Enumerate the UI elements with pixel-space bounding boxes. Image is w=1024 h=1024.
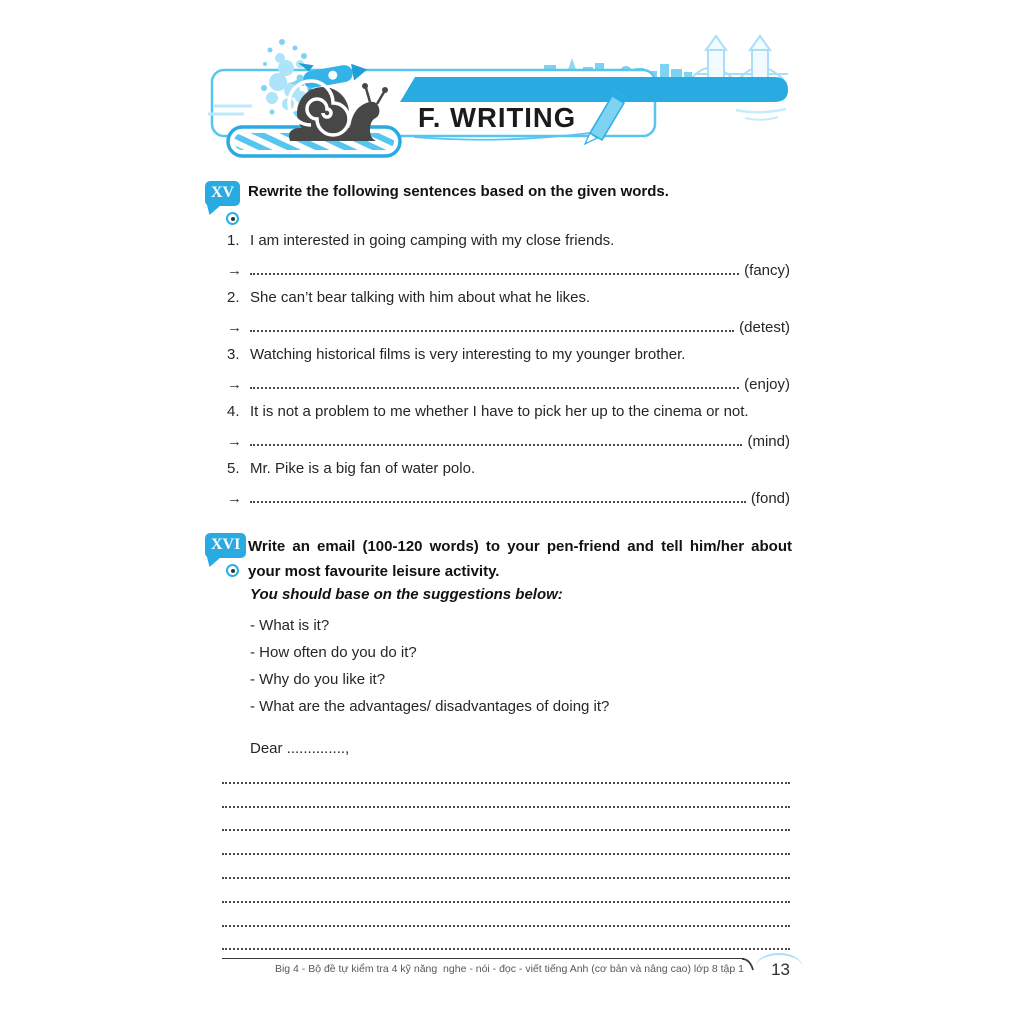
answer-dotted-line	[250, 501, 746, 503]
exercise-xv-instruction: Rewrite the following sentences based on the given words.	[248, 183, 669, 200]
reflection-lines	[736, 109, 786, 120]
footer-text: Big 4 - Bộ đề tự kiểm tra 4 kỹ năng nghe - nói - đọc - viết tiếng Anh (cơ bản và nâng cao) lớp 8 tập 1	[274, 963, 744, 975]
question-number: 1.	[227, 232, 240, 249]
question-row	[227, 402, 790, 421]
suggestions-heading: You should base on the suggestions below:	[250, 586, 563, 603]
answer-dotted-line	[250, 444, 742, 446]
suggestion-item: - What is it?	[250, 617, 330, 634]
writing-line	[222, 784, 790, 808]
arrow-icon: →	[227, 319, 242, 336]
badge-label: XVI	[205, 533, 246, 558]
suggestion-item: - How often do you do it?	[250, 644, 417, 661]
question-row	[227, 345, 790, 364]
writing-line	[222, 808, 790, 832]
question-number: 5.	[227, 460, 240, 477]
page-footer	[222, 955, 790, 1000]
question-row	[227, 288, 790, 307]
answer-hint: (fond)	[750, 490, 790, 507]
suggestions-list	[250, 616, 790, 724]
answer-dotted-line	[250, 330, 734, 332]
answer-hint: (detest)	[739, 319, 790, 336]
arrow-icon: →	[227, 376, 242, 393]
answer-hint: (mind)	[747, 433, 790, 450]
answer-row	[227, 374, 790, 393]
page-number: 13	[771, 960, 790, 979]
question-text: Mr. Pike is a big fan of water polo.	[250, 460, 476, 477]
answer-row	[227, 260, 790, 279]
writing-line	[222, 903, 790, 927]
exercise-xv-items	[227, 231, 790, 516]
pin-icon	[226, 564, 239, 577]
question-number: 3.	[227, 346, 240, 363]
writing-line	[222, 831, 790, 855]
exercise-xv-badge	[205, 181, 255, 227]
answer-hint: (enjoy)	[744, 376, 790, 393]
arrow-icon: →	[227, 433, 242, 450]
writing-line	[222, 855, 790, 879]
footer-rule	[222, 958, 744, 959]
question-text: I am interested in going camping with my close friends.	[250, 232, 615, 249]
header-banner	[400, 77, 788, 102]
header-title: F. WRITING	[418, 102, 577, 133]
tower-bridge-icon	[690, 36, 788, 80]
answer-dotted-line	[250, 387, 739, 389]
answer-dotted-line	[250, 273, 739, 275]
suggestion-item: - Why do you like it?	[250, 671, 386, 688]
question-text: She can’t bear talking with him about what he likes.	[250, 289, 591, 306]
exercise-xvi-header	[205, 533, 792, 584]
answer-row	[227, 431, 790, 450]
answer-hint: (fancy)	[744, 262, 790, 279]
arrow-icon: →	[227, 490, 242, 507]
question-number: 2.	[227, 289, 240, 306]
question-text: It is not a problem to me whether I have to pick her up to the cinema or not.	[250, 403, 749, 420]
arrow-icon: →	[227, 262, 242, 279]
answer-row	[227, 488, 790, 507]
exercise-xv-header	[205, 181, 791, 202]
header-graphic	[200, 30, 800, 170]
question-row	[227, 231, 790, 250]
question-text: Watching historical films is very interesting to my younger brother.	[250, 346, 686, 363]
pin-icon	[226, 212, 239, 225]
suggestion-item: - What are the advantages/ disadvantages of doing it?	[250, 698, 610, 715]
answer-row	[227, 317, 790, 336]
writing-line	[222, 760, 790, 784]
exercise-xvi-badge	[205, 533, 255, 579]
badge-label: XV	[205, 181, 240, 206]
exercise-xvi-instruction: Write an email (100-120 words) to your pen-friend and tell him/her about your most favourite leisure activity.	[248, 538, 792, 580]
salutation: Dear ..............,	[250, 740, 350, 757]
writing-line	[222, 879, 790, 903]
question-row	[227, 459, 790, 478]
writing-area	[222, 760, 790, 950]
question-number: 4.	[227, 403, 240, 420]
writing-line	[222, 927, 790, 951]
